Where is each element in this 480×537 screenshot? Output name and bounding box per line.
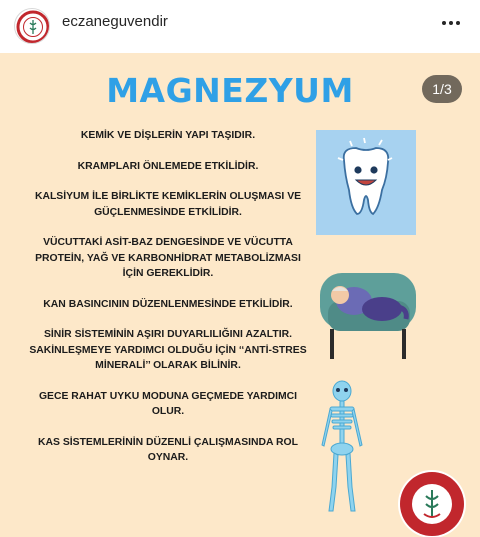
profile-avatar[interactable] <box>14 8 50 44</box>
pharmacist-chamber-seal <box>396 468 468 537</box>
carousel-counter: 1/3 <box>422 75 462 103</box>
post-title: MAGNEZYUM <box>106 71 354 110</box>
fact-item: KAS SİSTEMLERİNİN DÜZENLİ ÇALIŞMASINDA ROL OYNAR. <box>38 436 298 463</box>
profile-username[interactable]: eczaneguvendir <box>62 13 168 30</box>
fact-item: KALSİYUM İLE BİRLİKTE KEMİKLERİN OLUŞMASI VE GÜÇLENMESİNDE ETKİLİDİR. <box>34 191 302 218</box>
fact-item: GECE RAHAT UYKU MODUNA GEÇMEDE YARDIMCI OLUR. <box>38 390 298 417</box>
post-image <box>0 53 480 537</box>
skeleton-illustration <box>316 379 368 519</box>
post-header <box>0 0 480 53</box>
sleeping-person-illustration <box>318 253 418 365</box>
tooth-illustration <box>316 130 416 235</box>
fact-item: VÜCUTTAKİ ASİT-BAZ DENGESİNDE VE VÜCUTTA PROTEİN, YAĞ VE KARBONHİDRAT METABOLİZMASI İÇİN GEREKLİDİR. <box>35 237 301 279</box>
more-horizontal-icon[interactable] <box>438 12 464 34</box>
fact-item: SİNİR SİSTEMİNİN AŞIRI DUYARLILIĞINI AZALTIR. SAKİNLEŞMEYE YARDIMCI OLDUĞU İÇİN ‘‘ANTİ-STRES MİNERALİ’’ OLARAK BİLİNİR. <box>29 329 307 371</box>
fact-item: KEMİK VE DİŞLERİN YAPI TAŞIDIR. <box>80 130 256 141</box>
fact-item: KRAMPLARI ÖNLEMEDE ETKİLİDİR. <box>77 160 259 172</box>
fact-item: KAN BASINCININ DÜZENLENMESİNDE ETKİLİDİR. <box>43 298 293 310</box>
facts-list <box>28 128 308 481</box>
